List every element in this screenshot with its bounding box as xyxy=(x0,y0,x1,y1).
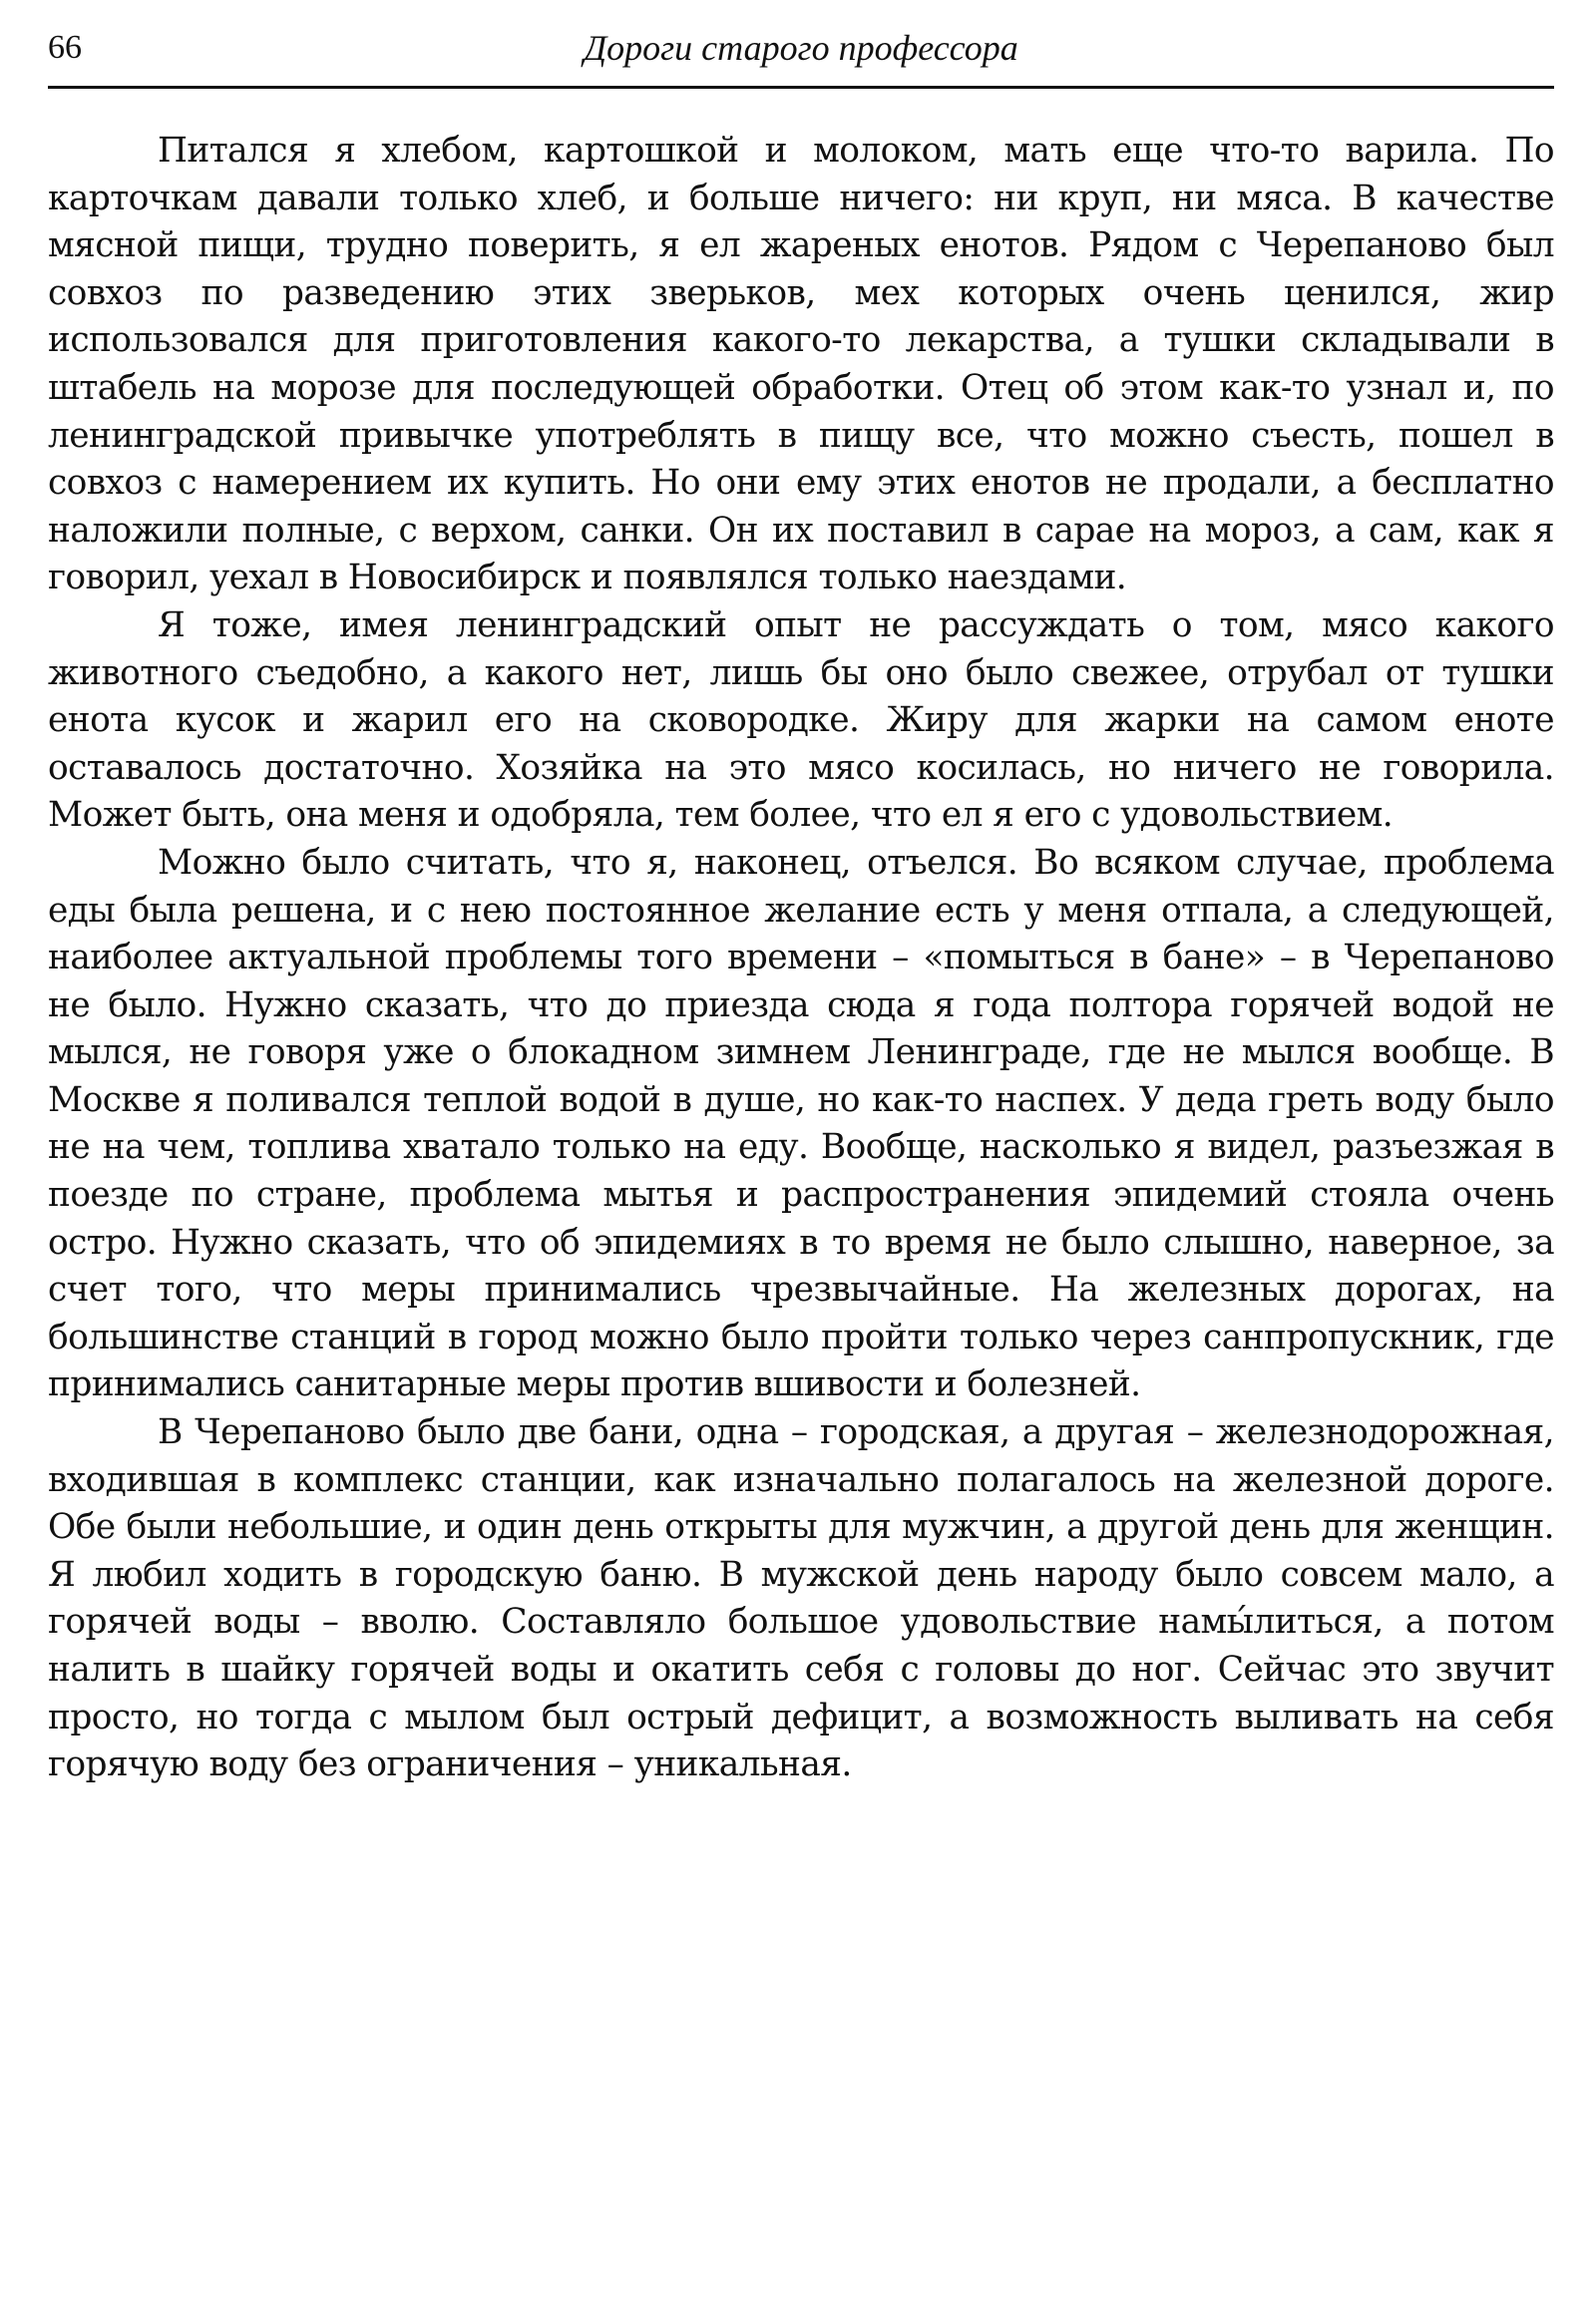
paragraph: Питался я хлебом, картошкой и молоком, мать еще что-то варила. По карточкам давали только хлеб, и больше ничего: ни круп, ни мяса. В качестве мясной пищи, трудно поверить, я ел жареных енотов. Рядом с Черепаново был совхоз по разведению этих зверьков, мех которых очень ценился, жир использовался для приготовления какого-то лекарства, а тушки складывали в штабель на морозе для последующей обработки. Отец об этом как-то узнал и, по ленинградской привычке употреблять в пищу все, что можно съесть, пошел в совхоз с намерением их купить. Но они ему этих енотов не продали, а бесплатно наложили полные, с верхом, санки. Он их поставил в сарае на мороз, а сам, как я говорил, уехал в Новосибирск и появлялся только наездами. xyxy=(48,131,1554,598)
book-title: Дороги старого профессора xyxy=(584,28,1018,68)
paragraph: Я тоже, имея ленинградский опыт не рассуждать о том, мясо какого животного съедобно, а какого нет, лишь бы оно было свежее, отрубал от тушки енота кусок и жарил его на сковородке. Жиру для жарки на самом еноте оставалось достаточно. Хозяйка на это мясо косилась, но ничего не говорила. Может быть, она меня и одобряла, тем более, что ел я его с удовольствием. xyxy=(48,604,1554,836)
paragraph: Можно было считать, что я, наконец, отъелся. Во всяком случае, проблема еды была решена, и с нею постоянное желание есть у меня отпала, а следующей, наиболее актуальной проблемы того времени – «помыться в бане» – в Черепаново не было. Нужно сказать, что до приезда сюда я года полтора горячей водой не мылся, не говоря уже о блокадном зимнем Ленинграде, где не мылся вообще. В Москве я поливался теплой водой в душе, но как-то наспех. У деда греть воду было не на чем, топлива хватало только на еду. Вообще, насколько я видел, разъезжая в поезде по стране, проблема мытья и распространения эпидемий стояла очень остро. Нужно сказать, что об эпидемиях в то время не было слышно, наверное, за счет того, что меры принимались чрезвычайные. На железных дорогах, на большинстве станций в город можно было пройти только через санпропускник, где принимались санитарные меры против вшивости и болезней. xyxy=(48,842,1554,1405)
body-text xyxy=(48,128,1554,1789)
page-number: 66 xyxy=(48,29,82,66)
paragraph: В Черепаново было две бани, одна – городская, а другая – железнодорожная, входившая в комплекс станции, как изначально полагалось на железной дороге. Обе были небольшие, и один день открыты для мужчин, а другой день для женщин. Я любил ходить в городскую баню. В мужской день народу было совсем мало, а горячей воды – вволю. Составляло большое удовольствие намы́литься, а потом налить в шайку горячей воды и окатить себя с головы до ног. Сейчас это звучит просто, но тогда с мылом был острый дефицит, а возможность выливать на себя горячую воду без ограничения – уникальная. xyxy=(48,1412,1554,1785)
running-header xyxy=(48,24,1554,89)
